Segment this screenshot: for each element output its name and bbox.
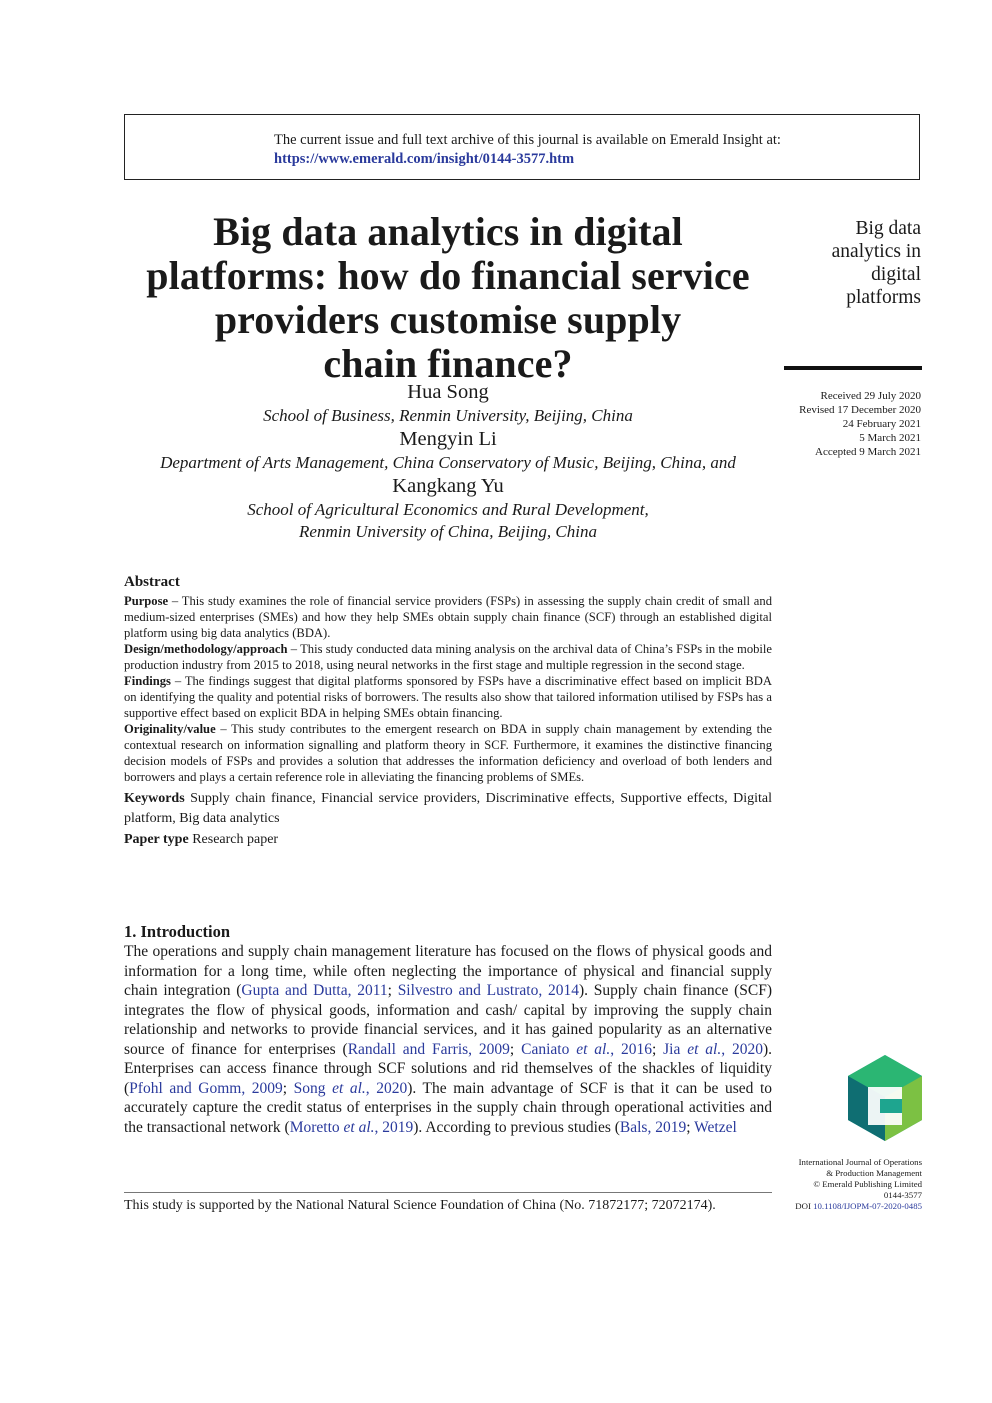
citation-link[interactable] xyxy=(294,1080,408,1097)
body-text: ; xyxy=(651,1040,664,1058)
running-head-line: digital xyxy=(871,264,921,285)
abstract-originality xyxy=(124,721,772,785)
citation-author: Caniato xyxy=(521,1040,577,1058)
journal-name: & Production Management xyxy=(826,1168,922,1178)
citation-link[interactable] xyxy=(663,1041,763,1058)
body-text: ). Supply chain finance (SCF) integrates the flow of physical goods, information and cash/ capital by improving the supply chain relationship and networks to provide financial services, and it has gained popularity as an alternative source of finance for enterprises ( xyxy=(124,982,773,1058)
title-line: chain finance? xyxy=(323,341,573,386)
running-head-line: platforms xyxy=(846,287,921,308)
paper-type-text: Research paper xyxy=(188,832,279,847)
title-line: providers customise supply xyxy=(214,297,682,342)
author-affiliation: School of Agricultural Economics and Rural Development, xyxy=(247,500,649,519)
body-text: ; xyxy=(282,1079,294,1097)
citation-etal: et al. xyxy=(576,1040,611,1058)
author-affiliation: Department of Arts Management, China Conservatory of Music, Beijing, China, and xyxy=(160,453,736,472)
citation-link[interactable]: Silvestro and Lustrato, 2014 xyxy=(397,982,579,999)
author-affiliation: School of Business, Renmin University, Beijing, China xyxy=(263,406,633,425)
keywords xyxy=(124,789,772,829)
author-affiliation: Renmin University of China, Beijing, China xyxy=(299,522,597,541)
purpose-label: Purpose xyxy=(124,594,169,608)
keywords-label: Keywords xyxy=(124,791,185,806)
abstract xyxy=(124,573,772,850)
journal-name: International Journal of Operations xyxy=(798,1157,922,1167)
keywords-text: Supply chain finance, Financial service providers, Discriminative effects, Supportive effects, Digital platform, Big data analytics xyxy=(124,791,772,826)
journal-info xyxy=(780,1157,922,1212)
purpose-text: – This study examines the role of financial service providers (FSPs) in assessing the supply chain credit of small and medium-sized enterprises (SMEs) and how they help SMEs obtain supply chain finance (SCF) through an established digital platform using big data analytics (BDA). xyxy=(124,594,772,640)
title-line: platforms: how do financial service xyxy=(146,253,750,298)
revised-date: 5 March 2021 xyxy=(859,432,921,444)
doi-label: DOI xyxy=(795,1201,814,1211)
citation-link[interactable]: Pfohl and Gomm, 2009 xyxy=(129,1079,283,1097)
article-title xyxy=(124,210,772,386)
abstract-purpose xyxy=(124,593,772,641)
citation-author: Jia xyxy=(663,1040,688,1058)
design-label: Design/methodology/approach xyxy=(124,642,288,656)
citation-year: , 2020 xyxy=(365,1079,408,1097)
doi-link[interactable]: 10.1108/IJOPM-07-2020-0485 xyxy=(813,1201,922,1211)
citation-year: , 2016 xyxy=(610,1040,652,1058)
accepted-date: Accepted 9 March 2021 xyxy=(815,446,921,458)
running-head-line: analytics in xyxy=(831,241,921,262)
received-date: Received 29 July 2020 xyxy=(820,390,921,402)
citation-author: Song xyxy=(293,1079,333,1097)
citation-year: , 2020 xyxy=(721,1040,763,1058)
doi-line xyxy=(780,1201,922,1212)
citation-year: , 2019 xyxy=(374,1118,414,1136)
section-heading: 1. Introduction xyxy=(124,922,231,941)
journal-logo-icon xyxy=(846,1053,924,1143)
citation-link[interactable]: Wetzel xyxy=(694,1118,737,1136)
citation-link[interactable]: Randall and Farris, 2009 xyxy=(347,1040,510,1058)
citation-author: Moretto xyxy=(289,1118,344,1136)
body-text: ; xyxy=(387,982,398,999)
citation-link[interactable]: Gupta and Dutta, 2011 xyxy=(241,982,388,999)
citation-etal: et al. xyxy=(343,1118,375,1136)
title-line: Big data analytics in digital xyxy=(213,209,683,254)
journal-banner xyxy=(124,114,920,180)
issn-text: 0144-3577 xyxy=(883,1190,922,1200)
abstract-design xyxy=(124,641,772,673)
author-block xyxy=(124,380,772,543)
paper-type-label: Paper type xyxy=(124,832,189,847)
body-text: ). According to previous studies ( xyxy=(413,1118,620,1136)
body-text: The operations and supply chain management literature has focused on the flows of physical goods and information for a long time, while often neglecting the importance of physical and financial supply chain integration ( xyxy=(124,943,772,999)
body-text: ). Enterprises can access finance through SCF solutions and rid themselves of the shackles of liquidity ( xyxy=(124,1040,773,1097)
body-text: ; xyxy=(686,1118,695,1136)
originality-text: – This study contributes to the emergent research on BDA in supply chain management by extending the contextual research on information signalling and platform theory in SCF. Furthermore, it examines the distinctive financing decision models of FSPs and provides a solution that addresses the information deficiency and overload of both lenders and borrowers and plays a certain reference role in alleviating the financing problems of SMEs. xyxy=(124,722,772,784)
margin-rule xyxy=(784,366,922,370)
originality-label: Originality/value xyxy=(124,722,216,736)
journal-url-link[interactable]: https://www.emerald.com/insight/0144-3577.htm xyxy=(274,151,575,167)
funding-footnote: This study is supported by the National Natural Science Foundation of China (No. 71872177; 72072174). xyxy=(124,1198,716,1213)
design-text: – This study conducted data mining analysis on the archival data of China’s FSPs in the mobile production industry from 2015 to 2018, using neural networks in the first stage and multiple regression in the second stage. xyxy=(124,642,772,672)
author-name: Kangkang Yu xyxy=(392,475,504,497)
footnote-rule xyxy=(124,1192,772,1193)
author-name: Mengyin Li xyxy=(399,428,497,450)
running-head xyxy=(790,217,921,309)
introduction-paragraph xyxy=(124,942,772,1137)
body-text: ). The main advantage of SCF is that it can be used to accurately capture the credit status of enterprises in the supply chain through operational activities and the transactional network ( xyxy=(124,1079,772,1136)
findings-label: Findings xyxy=(124,674,171,688)
citation-link[interactable]: Bals, 2019 xyxy=(619,1118,687,1136)
citation-etal: et al. xyxy=(687,1040,722,1058)
revised-date: Revised 17 December 2020 xyxy=(799,404,921,416)
abstract-heading: Abstract xyxy=(124,574,180,590)
body-text: ; xyxy=(509,1040,522,1058)
author-name: Hua Song xyxy=(407,381,489,403)
copyright-text: © Emerald Publishing Limited xyxy=(813,1179,922,1189)
history-dates xyxy=(760,389,921,459)
findings-text: – The findings suggest that digital platforms sponsored by FSPs have a discriminative effect based on implicit BDA on identifying the quality and potential risks of borrowers. The results also show that tailored information utilised by FSPs has a supportive effect based on explicit BDA in helping SMEs obtain financing. xyxy=(124,674,772,720)
citation-link[interactable] xyxy=(290,1119,414,1136)
citation-link[interactable] xyxy=(521,1041,652,1058)
running-head-line: Big data xyxy=(855,218,921,239)
revised-date: 24 February 2021 xyxy=(842,418,921,430)
paper-type xyxy=(124,830,772,850)
citation-etal: et al. xyxy=(332,1079,366,1097)
banner-text: The current issue and full text archive of this journal is available on Emerald Insight at: xyxy=(274,132,781,148)
introduction-section xyxy=(124,922,772,1137)
abstract-findings xyxy=(124,673,772,721)
